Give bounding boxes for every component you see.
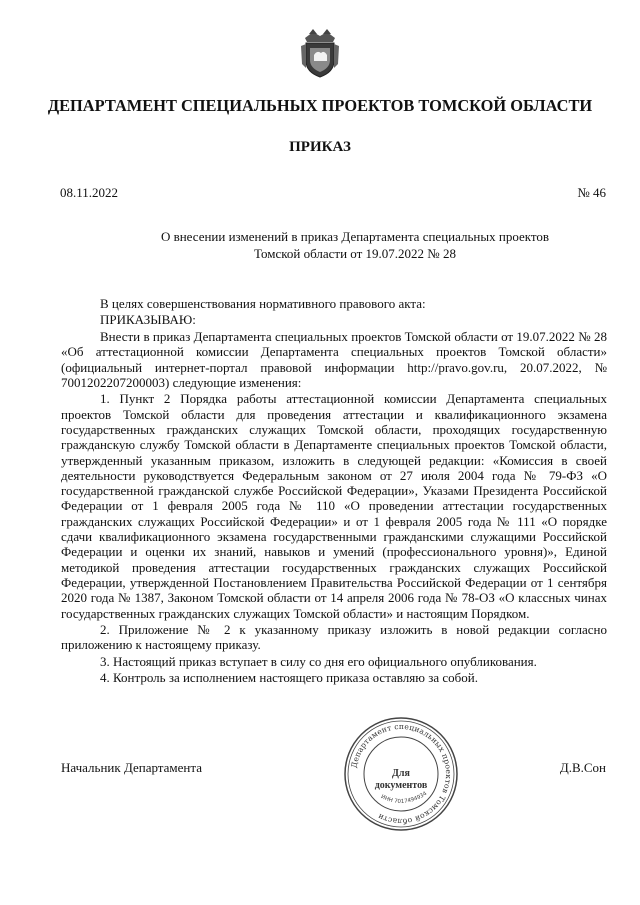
order-date: 08.11.2022 [60,185,119,200]
order-directive: ПРИКАЗЫВАЮ: [100,312,196,328]
svg-text:ИНН 7017494934: ИНН 7017494934 [379,790,429,806]
svg-text:Департамент специальных проект: Департамент специальных проектов Томской области [349,721,454,827]
amendment-item-4: 4. Контроль за исполнением настоящего приказа оставляю за собой. [100,670,478,686]
signatory-title: Начальник Департамента [61,760,202,775]
subject-line-1: О внесении изменений в приказ Департамента специальных проектов [160,229,550,244]
svg-text:документов: документов [374,780,428,791]
order-number: № 46 [577,185,606,200]
amendment-item-1: 1. Пункт 2 Порядка работы аттестационной комиссии Департамента специальных проектов Томской области для проведения аттестации и квалификационного экзамена государственных гражданских служащих Томской области, проходящих государственную гражданскую службу Томской области в Департаменте специальных проектов Томской области, утвержденный указанным приказом, изложить в следующей редакции: «Комиссия в своей деятельности руководствуется Федеральным законом от 27 июля 2004 года № 79-ФЗ «О государственной гражданской службе Российской Федерации», Указами Президента Российской Федерации от 1 февраля 2005 года № 110 «О проведении аттестации государственных гражданских служащих Российской Федерации» и от 1 февраля 2005 года № 111 «О порядке сдачи квалификационного экзамена государственными гражданскими служащими Российской Федерации и оценки их знаний, навыков и умений (профессионального уровня)», Единой методикой проведения аттестации государственных гражданских служащих Российской Федерации, утвержденной Постановлением Правительства Российской Федерации от 1 сентября 2020 года № 1387, Законом Томской области от 14 апреля 2006 года № 78-ОЗ «О классных чинах государственных гражданских служащих Томской области» и настоящим Порядком. [61,391,607,621]
department-title: ДЕПАРТАМЕНТ СПЕЦИАЛЬНЫХ ПРОЕКТОВ ТОМСКОЙ ОБЛАСТИ [47,96,593,115]
official-stamp [343,716,459,832]
order-subject [0,229,640,262]
amendment-item-3: 3. Настоящий приказ вступает в силу со дня его официального опубликования. [100,653,537,669]
signatory-name: Д.В.Сон [559,760,606,775]
svg-text:Для: Для [392,768,410,779]
amendment-item-2: 2. Приложение № 2 к указанному приказу изложить в новой редакции согласно приложению к настоящему приказу. [61,621,607,653]
order-body [61,296,607,686]
document-kind: ПРИКАЗ [289,139,351,155]
coat-of-arms-icon [299,28,341,78]
preamble: В целях совершенствования нормативного правового акта: [100,296,426,311]
subject-line-2: Томской области от 19.07.2022 № 28 [254,245,456,261]
amendment-intro: Внести в приказ Департамента специальных проектов Томской области от 19.07.2022 № 28 «Об аттестационной комиссии Департамента специальных проектов Томской области» (официальный интернет-портал правовой информации http://pravo.gov.ru, 20.07.2022, № 7001202207200003) следующие изменения: [61,328,607,390]
